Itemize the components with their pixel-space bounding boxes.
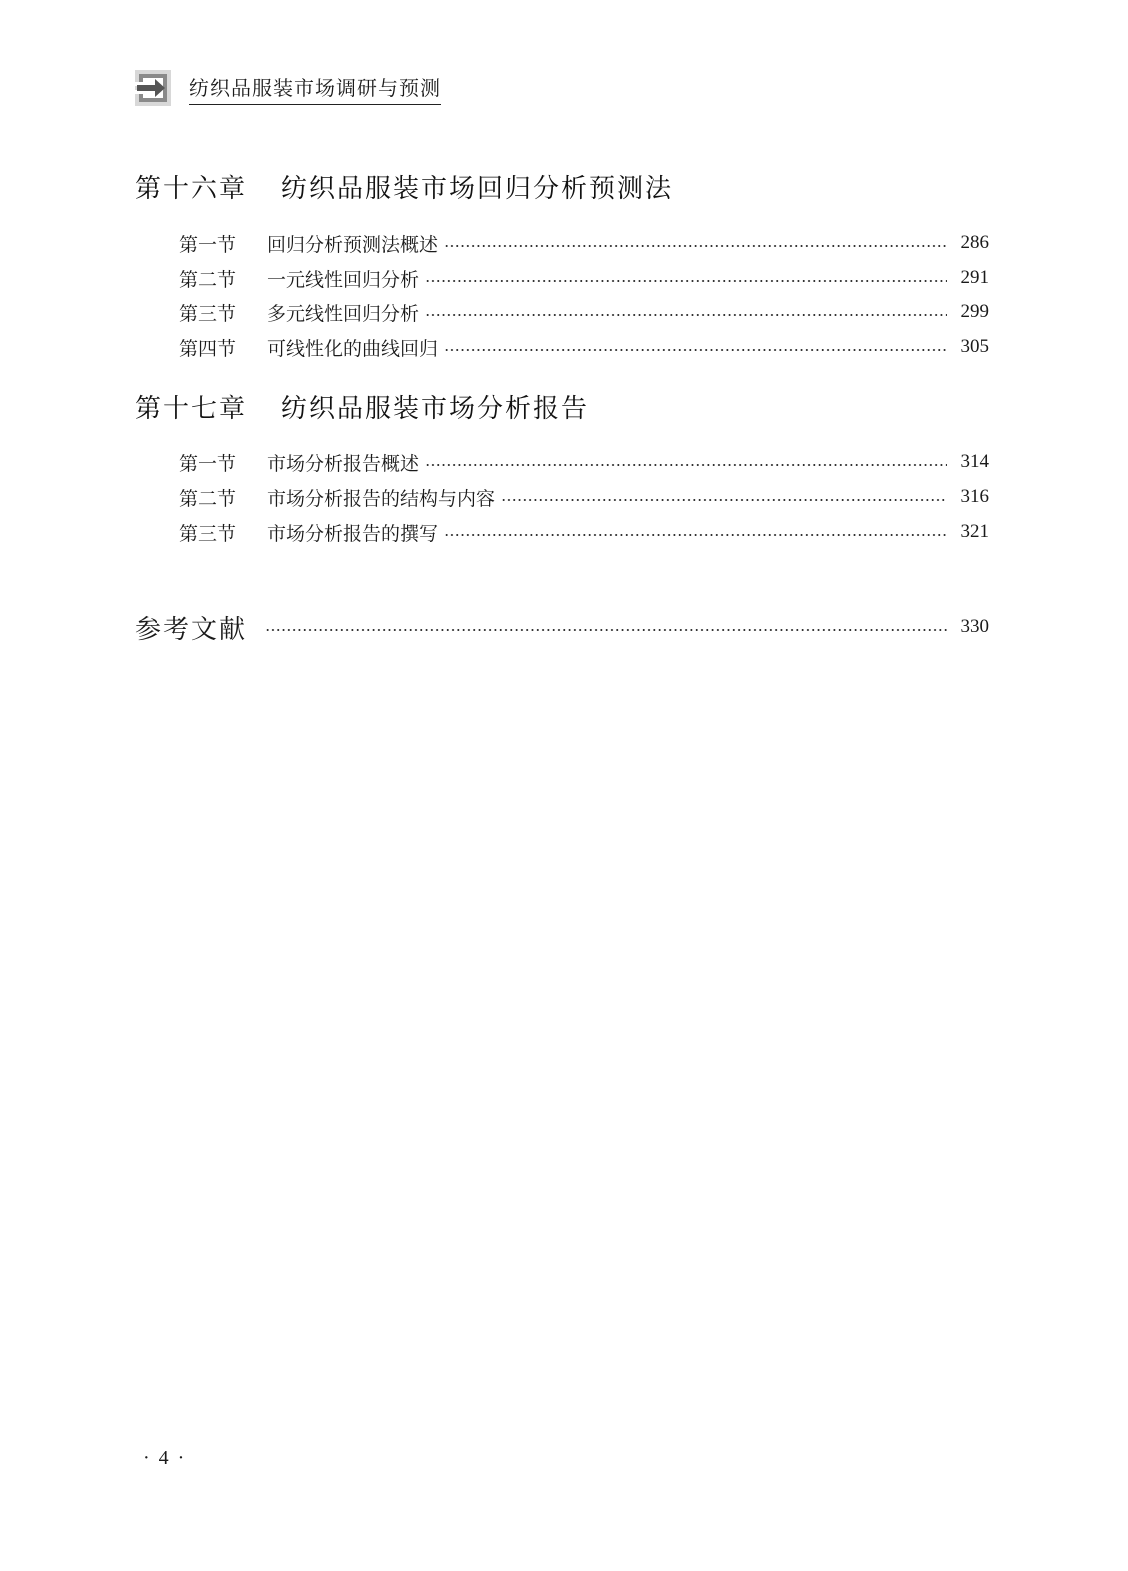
page-ref: 316 xyxy=(960,486,989,507)
arrow-into-box-icon xyxy=(135,70,171,106)
toc-entry[interactable] xyxy=(179,263,989,293)
page-ref: 291 xyxy=(960,267,989,288)
section-title: 市场分析报告概述 xyxy=(267,452,420,475)
running-header xyxy=(135,68,441,108)
page-ref: 321 xyxy=(960,521,989,542)
dot-leader xyxy=(444,349,947,351)
toc-entry[interactable] xyxy=(179,228,989,258)
section-title: 回归分析预测法概述 xyxy=(267,233,439,256)
chapter-heading[interactable] xyxy=(135,388,589,425)
section-number: 第一节 xyxy=(179,452,237,475)
section-number: 第二节 xyxy=(179,268,237,291)
references-title: 参考文献 xyxy=(135,614,248,645)
dot-leader xyxy=(444,534,947,536)
dot-leader xyxy=(444,245,947,247)
chapter-title: 纺织品服装市场回归分析预测法 xyxy=(281,174,674,204)
page-ref: 330 xyxy=(960,616,989,637)
section-title: 市场分析报告的撰写 xyxy=(267,522,439,545)
dot-leader xyxy=(265,629,947,631)
page-ref: 305 xyxy=(960,336,989,357)
references-entry[interactable] xyxy=(135,610,989,644)
toc-entry[interactable] xyxy=(179,297,989,327)
section-number: 第二节 xyxy=(179,487,237,510)
chapter-title: 纺织品服装市场分析报告 xyxy=(281,394,590,424)
section-number: 第三节 xyxy=(179,522,237,545)
section-title: 多元线性回归分析 xyxy=(267,302,420,325)
page-ref: 286 xyxy=(960,232,989,253)
page-ref: 299 xyxy=(960,301,989,322)
header-title-underline xyxy=(189,72,441,105)
section-title: 市场分析报告的结构与内容 xyxy=(267,487,496,510)
toc-entry[interactable] xyxy=(179,332,989,362)
section-number: 第三节 xyxy=(179,302,237,325)
dot-leader xyxy=(425,464,947,466)
toc-entry[interactable] xyxy=(179,482,989,512)
book-title: 纺织品服装市场调研与预测 xyxy=(189,75,441,100)
toc-entry[interactable] xyxy=(179,447,989,477)
toc-entry[interactable] xyxy=(179,517,989,547)
section-title: 可线性化的曲线回归 xyxy=(267,337,439,360)
chapter-heading[interactable] xyxy=(135,168,673,205)
chapter-number: 第十六章 xyxy=(135,174,248,204)
dot-leader xyxy=(425,280,947,282)
section-number: 第四节 xyxy=(179,337,237,360)
page-number: · 4 · xyxy=(143,1447,187,1469)
dot-leader xyxy=(501,499,947,501)
section-title: 一元线性回归分析 xyxy=(267,268,420,291)
page-ref: 314 xyxy=(960,451,989,472)
dot-leader xyxy=(425,314,947,316)
chapter-number: 第十七章 xyxy=(135,394,248,424)
section-number: 第一节 xyxy=(179,233,237,256)
